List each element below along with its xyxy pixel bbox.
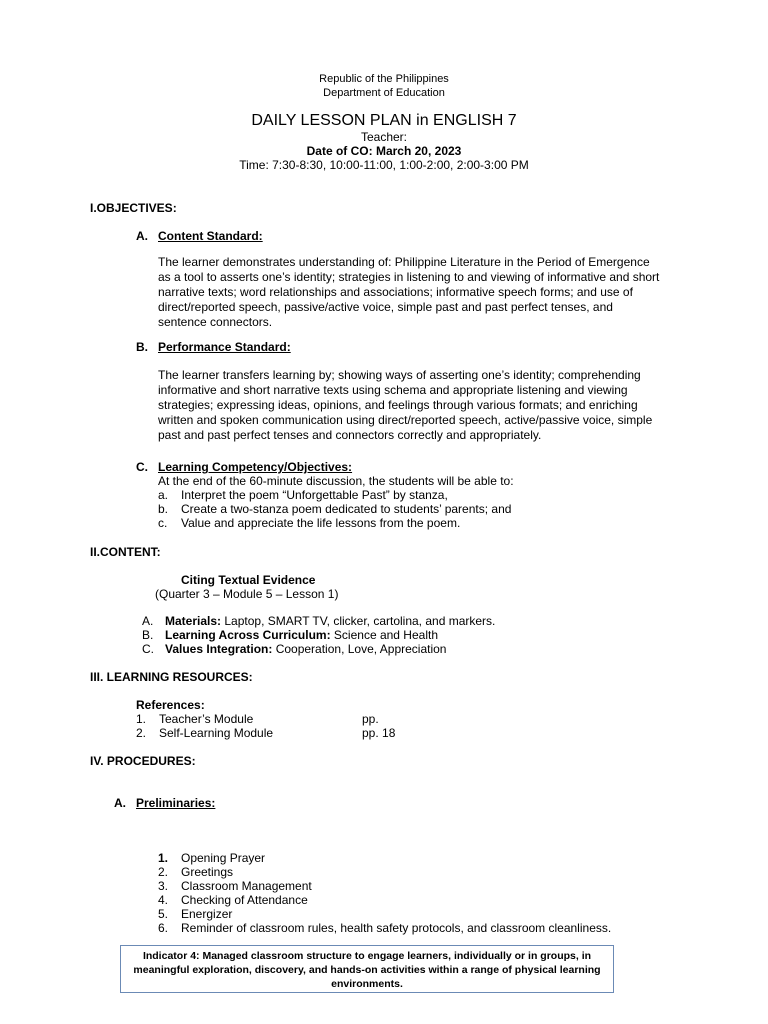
paragraph-line: narrative texts; word relationships and associations; informative speech forms; and use of (158, 285, 633, 299)
list-item (158, 488, 448, 502)
list-text: Science and Health (330, 628, 438, 642)
page-reference: pp. (362, 712, 379, 726)
content-standard-text (158, 255, 688, 330)
content-standard-title: Content Standard: (158, 229, 263, 243)
paragraph-line: past and past perfect tenses and connectors correctly and appropriately. (158, 428, 542, 442)
list-text: Energizer (181, 907, 233, 921)
list-marker: B. (142, 628, 154, 642)
list-item (142, 628, 438, 642)
list-text: Cooperation, Love, Appreciation (272, 642, 447, 656)
indicator-line: meaningful exploration, discovery, and hands-on activities within a range of physical learning (133, 964, 601, 976)
list-marker: 3. (158, 879, 169, 893)
paragraph-line: informative and short narrative texts using schema and appropriate listening and viewing (158, 383, 628, 397)
list-text: Opening Prayer (181, 851, 266, 865)
objectives-heading: I.OBJECTIVES: (90, 201, 177, 215)
indicator-line: environments. (331, 978, 403, 990)
competency-title: Learning Competency/Objectives: (158, 460, 353, 474)
preliminaries-label: A. (114, 796, 126, 810)
paragraph-line: as a tool to asserts one’s identity; strategies in listening to and viewing of informative and short (158, 270, 660, 284)
list-marker: b. (158, 502, 169, 516)
content-standard-label: A. (136, 229, 148, 243)
indicator-box (120, 945, 614, 993)
list-item (142, 642, 446, 656)
references-title: References: (136, 698, 205, 712)
list-item (158, 851, 265, 865)
list-text: Classroom Management (181, 879, 312, 893)
content-sub: (Quarter 3 – Module 5 – Lesson 1) (155, 587, 339, 601)
list-text: Create a two-stanza poem dedicated to students’ parents; and (181, 502, 512, 516)
paragraph-line: sentence connectors. (158, 315, 273, 329)
list-text: Laptop, SMART TV, clicker, cartolina, and markers. (221, 614, 496, 628)
list-item (158, 879, 312, 893)
list-item (158, 502, 511, 516)
list-text: Reminder of classroom rules, health safety protocols, and classroom cleanliness. (181, 921, 612, 935)
content-topic: Citing Textual Evidence (181, 573, 316, 587)
list-marker: 4. (158, 893, 169, 907)
page-title: DAILY LESSON PLAN in ENGLISH 7 (251, 112, 517, 129)
performance-standard-title: Performance Standard: (158, 340, 291, 354)
header-republic: Republic of the Philippines (319, 73, 449, 85)
list-marker: 2. (136, 726, 147, 740)
list-label: Materials: (165, 614, 222, 628)
list-marker: C. (142, 642, 154, 656)
list-item (158, 516, 460, 530)
competency-label: C. (136, 460, 148, 474)
list-text: Greetings (181, 865, 234, 879)
content-heading: II.CONTENT: (90, 545, 161, 559)
list-marker: 1. (136, 712, 147, 726)
list-item (136, 726, 273, 740)
list-marker: c. (158, 516, 168, 530)
list-text: Teacher’s Module (159, 712, 254, 726)
resources-heading: III. LEARNING RESOURCES: (90, 670, 253, 684)
list-marker: a. (158, 488, 169, 502)
list-marker: 6. (158, 921, 169, 935)
list-item (158, 893, 308, 907)
competency-intro: At the end of the 60-minute discussion, the students will be able to: (158, 474, 514, 488)
list-marker: 5. (158, 907, 169, 921)
page-reference: pp. 18 (362, 726, 396, 740)
paragraph-line: direct/reported speech, passive/active voice, simple past and past perfect tenses, and (158, 300, 613, 314)
paragraph-line: The learner transfers learning by; showing ways of asserting one’s identity; comprehending (158, 368, 641, 382)
teacher-line: Teacher: (360, 130, 408, 144)
procedures-heading: IV. PROCEDURES: (90, 754, 196, 768)
list-marker: 1. (158, 851, 169, 865)
paragraph-line: The learner demonstrates understanding of: Philippine Literature in the Period of Emergence (158, 255, 650, 269)
list-item (158, 921, 611, 935)
list-text: Self-Learning Module (159, 726, 274, 740)
preliminaries-title: Preliminaries: (136, 796, 216, 810)
header-department: Department of Education (323, 87, 445, 99)
list-label: Values Integration: (165, 642, 273, 656)
list-item (158, 907, 232, 921)
list-text: Interpret the poem “Unforgettable Past” by stanza, (181, 488, 448, 502)
paragraph-line: strategies; expressing ideas, opinions, and feelings through various formats; and enriching (158, 398, 638, 412)
list-item (136, 712, 253, 726)
indicator-line: Indicator 4: Managed classroom structure to engage learners, individually or in groups, in (142, 950, 592, 962)
paragraph-line: written and spoken communication using direct/reported speech, active/passive voice, simple (158, 413, 653, 427)
time-line: Time: 7:30-8:30, 10:00-11:00, 1:00-2:00, 2:00-3:00 PM (239, 158, 529, 172)
list-marker: A. (142, 614, 154, 628)
list-marker: 2. (158, 865, 169, 879)
list-item (158, 865, 233, 879)
list-text: Checking of Attendance (181, 893, 308, 907)
list-text: Value and appreciate the life lessons from the poem. (181, 516, 461, 530)
performance-standard-text (158, 368, 688, 443)
performance-standard-label: B. (136, 340, 148, 354)
list-label: Learning Across Curriculum: (165, 628, 331, 642)
date-line: Date of CO: March 20, 2023 (306, 144, 462, 158)
list-item (142, 614, 495, 628)
